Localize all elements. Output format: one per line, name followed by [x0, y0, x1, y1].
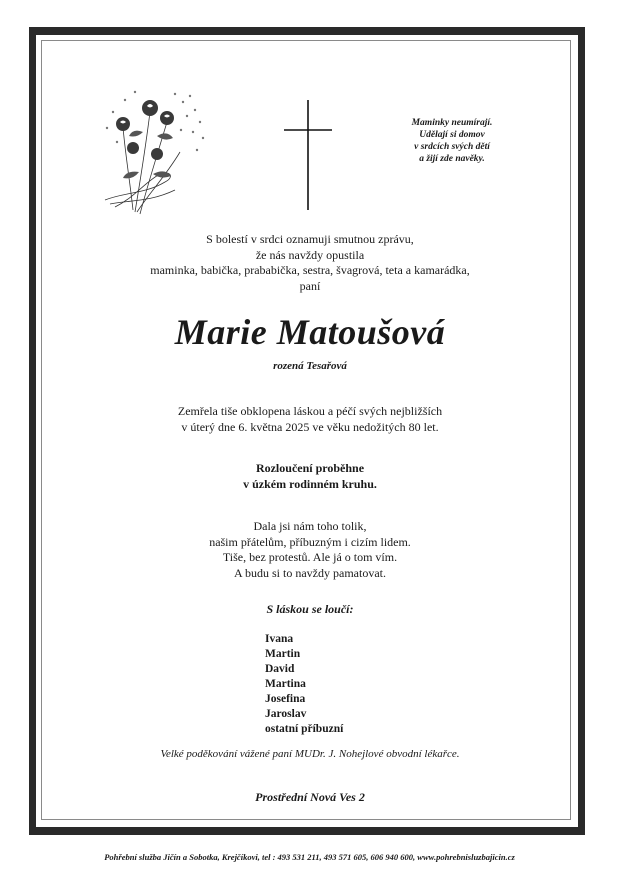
poem-line: Dala jsi nám toho tolik, [253, 519, 367, 533]
announcement-intro [80, 232, 540, 294]
farewell-line: v úzkém rodinném kruhu. [243, 476, 377, 491]
poem-line: A budu si to navždy pamatovat. [234, 565, 386, 580]
signer-name: David [265, 663, 295, 675]
death-line: Zemřela tiše obklopena láskou a péčí svých nejbližších [177, 404, 443, 418]
farewell-line: Rozloučení proběhne [255, 461, 365, 475]
signer-name: Martin [265, 648, 301, 660]
motto [388, 117, 516, 165]
signers-heading: S láskou se loučí: [266, 602, 354, 616]
signers-list [265, 632, 465, 737]
maiden-name: rozená Tesařová [273, 360, 347, 372]
signer-name: Martina [265, 678, 306, 690]
intro-line: S bolestí v srdci oznamuji smutnou zprávu, [206, 232, 414, 246]
poem-line: našim přátelům, příbuzným i cizím lidem. [209, 534, 411, 549]
signer-name: Jaroslav [265, 708, 307, 720]
death-line: v úterý dne 6. května 2025 ve věku nedožitých 80 let. [181, 419, 439, 434]
signer-name: Josefina [265, 693, 306, 705]
intro-line: paní [299, 278, 321, 293]
roses-bouquet-icon [95, 82, 215, 222]
intro-line: maminka, babička, prababička, sestra, švagrová, teta a kamarádka, [150, 263, 470, 277]
intro-line: že nás navždy opustila [255, 247, 365, 262]
death-details [80, 404, 540, 435]
farewell-info [80, 461, 540, 492]
motto-line: a žijí zde navěky. [419, 154, 485, 164]
motto-line: v srdcích svých dětí [414, 142, 490, 152]
poem-line: Tiše, bez protestů. Ale já o tom vím. [222, 550, 398, 564]
acknowledgement: Velké poděkování vážené paní MUDr. J. Nohejlové obvodní lékařce. [160, 748, 460, 760]
address: Prostřední Nová Ves 2 [255, 790, 365, 804]
motto-line: Maminky neumírají. [411, 118, 493, 128]
signer-name: ostatní příbuzní [265, 723, 344, 735]
motto-line: Udělají si domov [419, 130, 485, 140]
funeral-service-footer: Pohřební služba Jičín a Sobotka, Krejčíkovi, tel : 493 531 211, 493 571 605, 606 940 600, www.pohrebnisluzbajicin.cz [104, 852, 515, 862]
signer-name: Ivana [265, 633, 294, 645]
deceased-name: Marie Matoušová [174, 312, 446, 352]
cross-icon [282, 100, 334, 210]
poem [80, 519, 540, 581]
